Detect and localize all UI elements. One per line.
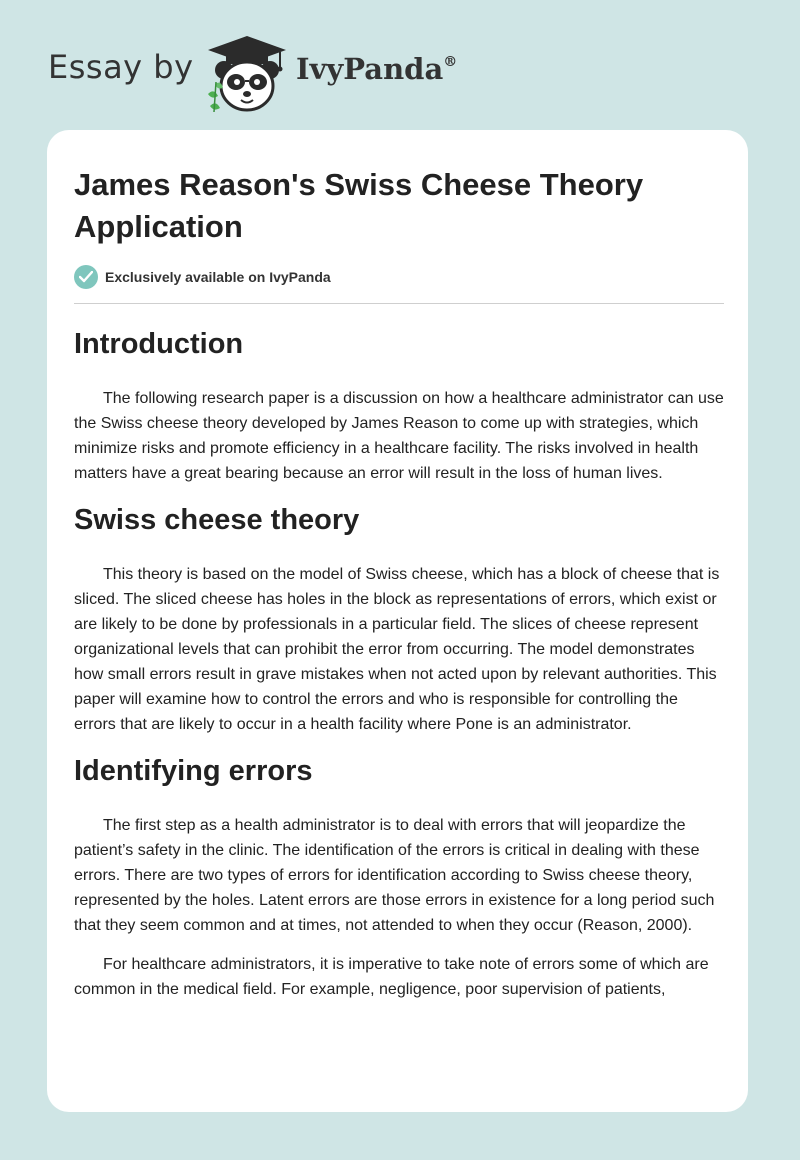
essay-body: [74, 324, 724, 1016]
essay-card: [47, 130, 748, 1112]
paragraph: The first step as a health administrator is to deal with errors that will jeopardize the patient’s safety in the clinic. The identification of the errors is critical in dealing with these errors. There are two types of errors for identification according to Swiss cheese theory, represented by the holes. Latent errors are those errors in existence for a long period such that they seem common and at times, not attended to when they occur (Reason, 2000).: [74, 817, 715, 934]
exclusive-label: Exclusively available on IvyPanda: [105, 269, 331, 285]
paragraph: This theory is based on the model of Swiss cheese, which has a block of cheese that is sliced. The sliced cheese has holes in the block as representations of errors, which exist or are likely to be done by professionals in a particular field. The slices of cheese represent organizational levels that can prohibit the error from occurring. The model demonstrates how small errors result in grave mistakes when not acted upon by relevant authorities. This paper will examine how to control the errors and who is responsible for controlling the errors that are likely to occur in a health facility where Pone is an administrator.: [74, 566, 720, 733]
paragraph: The following research paper is a discussion on how a healthcare administrator can use the Swiss cheese theory developed by James Reason to come up with strategies, which minimize risks and promote efficiency in a healthcare facility. The risks involved in health matters have a great bearing because an error will result in the loss of human lives.: [74, 390, 724, 482]
section-heading: Identifying errors: [74, 755, 313, 787]
section-heading: Introduction: [74, 328, 244, 360]
essay-by-label: Essay by: [48, 48, 194, 86]
paragraph: For healthcare administrators, it is imperative to take note of errors some of which are common in the medical field. For example, negligence, poor supervision of patients,: [74, 956, 709, 998]
section-heading: Swiss cheese theory: [74, 504, 360, 536]
brand-name[interactable]: IvyPanda®: [296, 52, 458, 86]
essay-title: James Reason's Swiss Cheese Theory Application: [74, 167, 644, 244]
section-swiss-cheese-theory: [74, 500, 724, 737]
exclusive-badge: [74, 264, 331, 290]
registered-mark: ®: [443, 54, 458, 71]
section-identifying-errors: [74, 751, 724, 1002]
site-header: [48, 30, 508, 110]
panda-graduate-logo-icon: [200, 34, 294, 114]
section-introduction: [74, 324, 724, 486]
checkmark-icon: [74, 265, 98, 289]
divider: [74, 303, 724, 304]
